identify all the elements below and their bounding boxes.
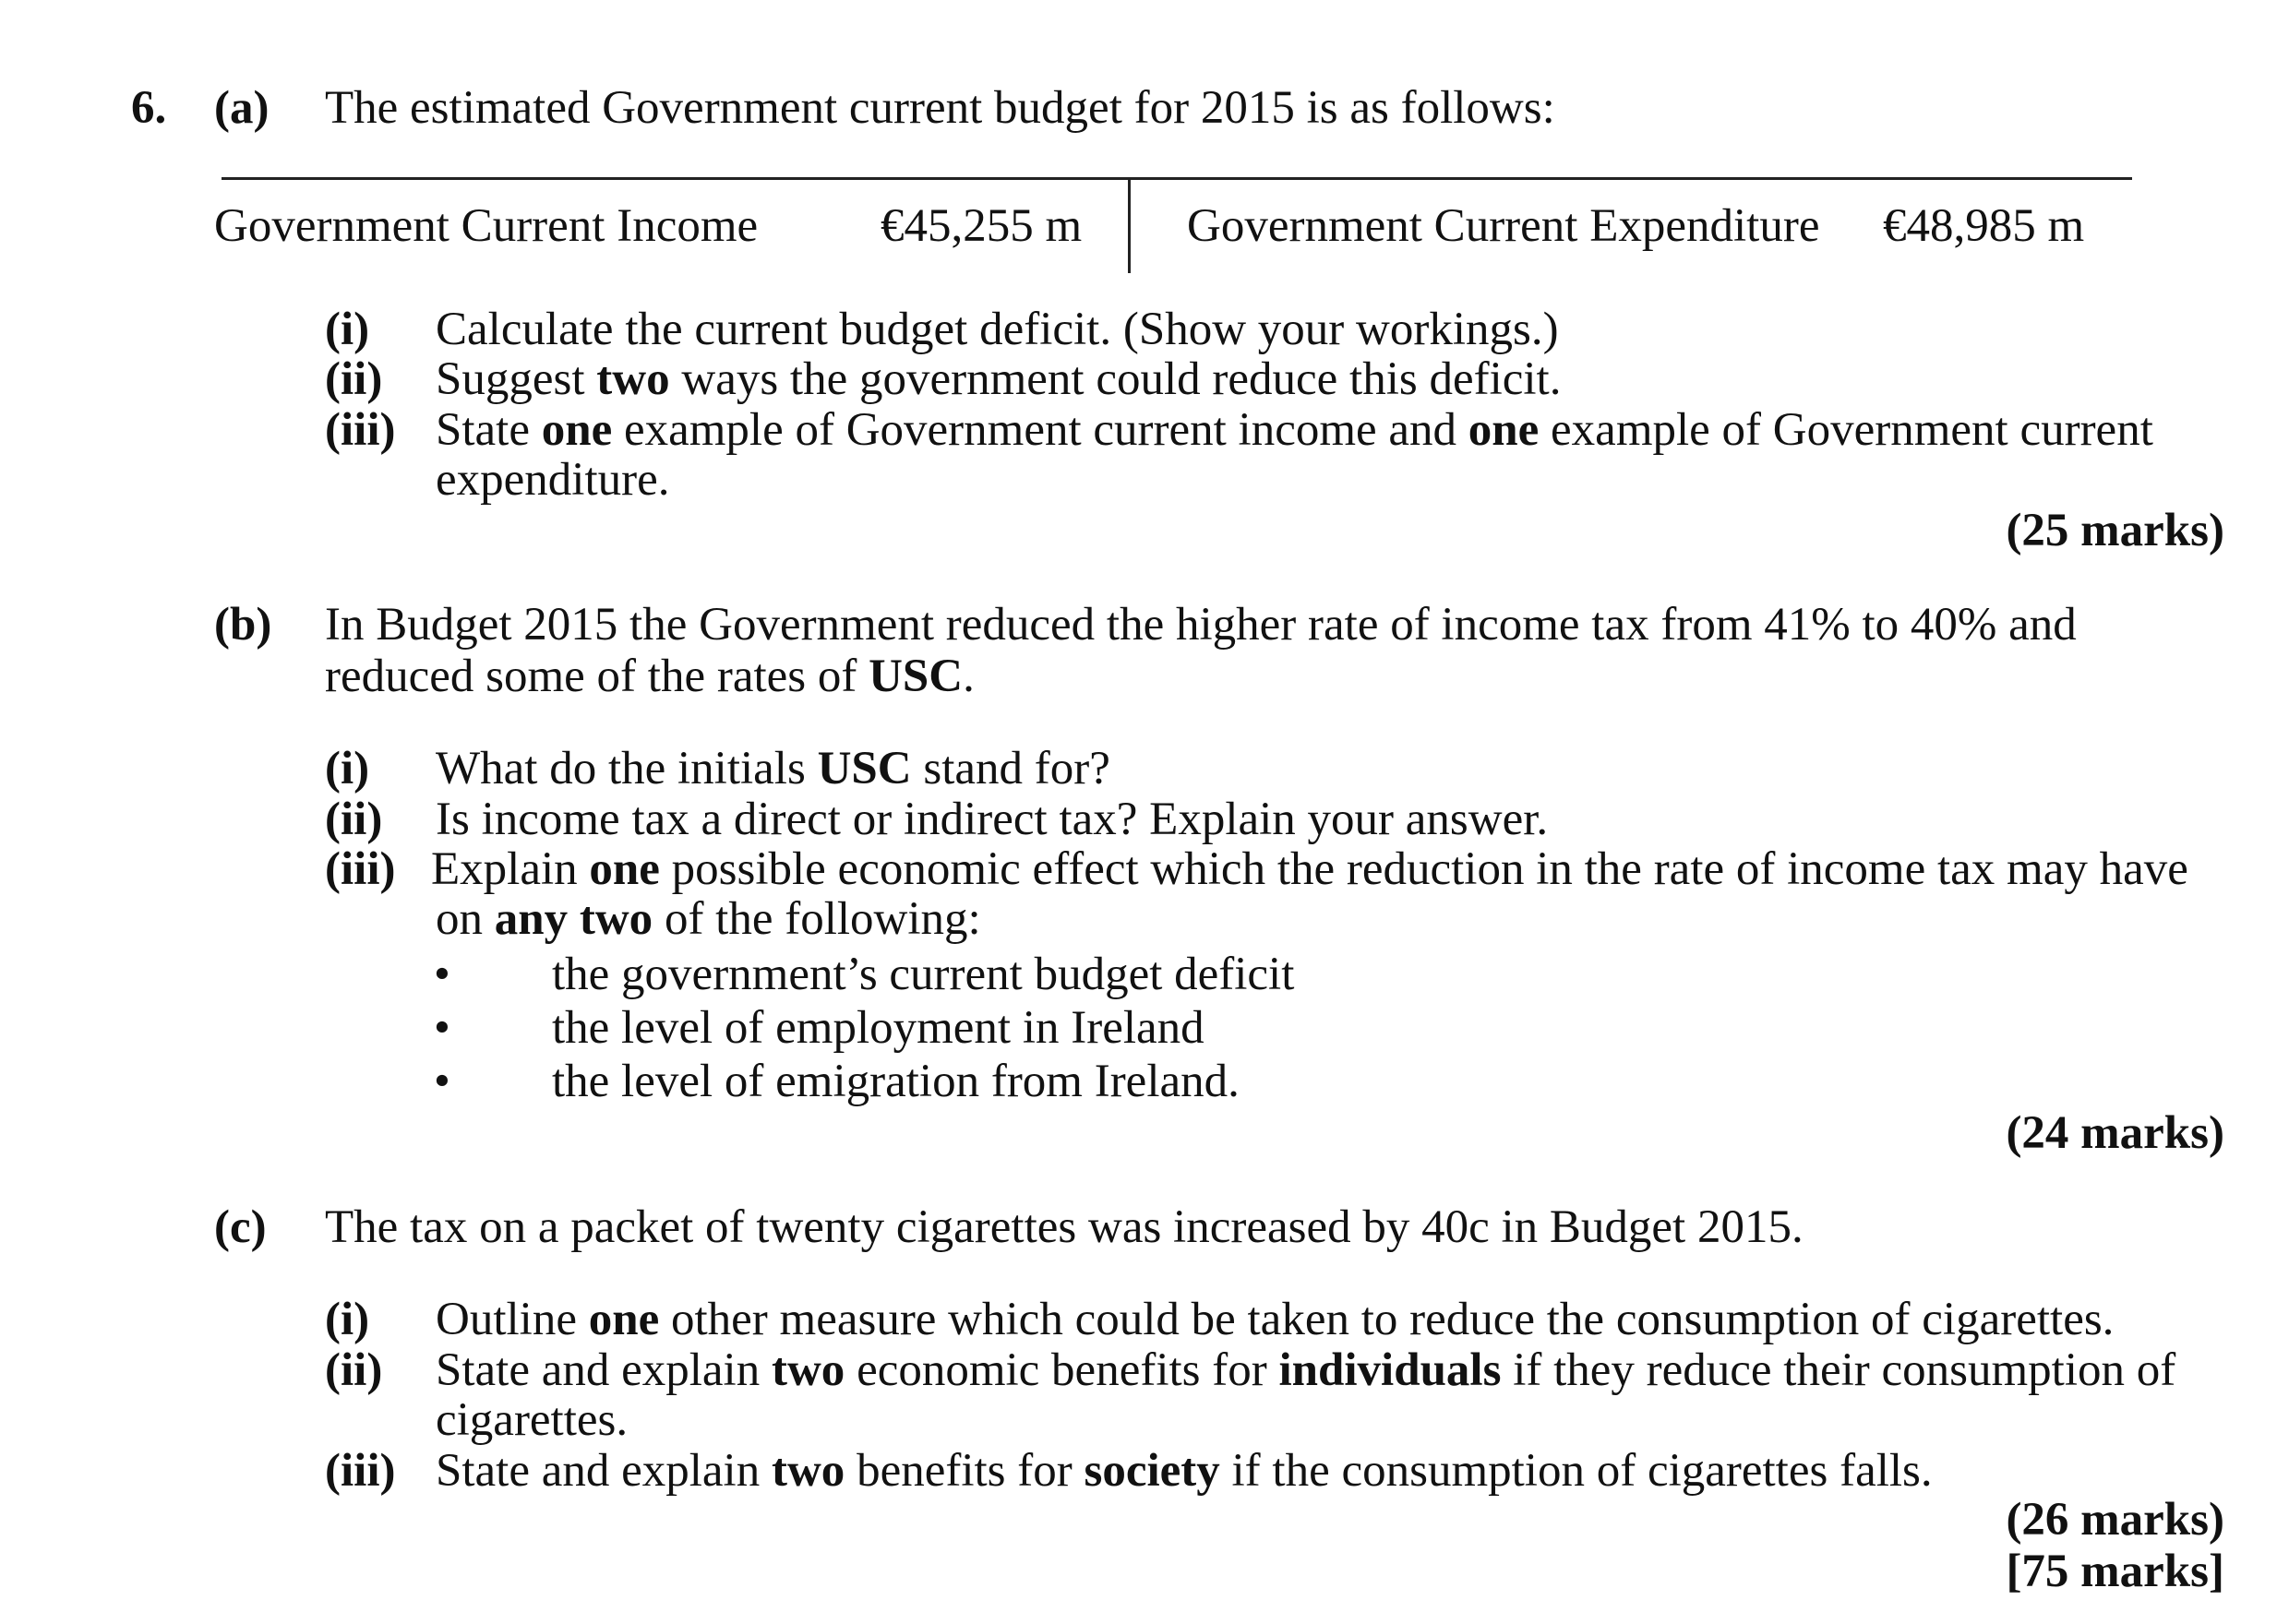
bullet-item: the level of employment in Ireland [552, 1002, 1204, 1054]
bullet-icon: • [434, 1056, 450, 1107]
b-item-label: (i) [325, 743, 370, 794]
part-c-label: (c) [214, 1201, 267, 1253]
part-a-marks: (25 marks) [2006, 505, 2224, 556]
b-item-label: (iii) [325, 843, 396, 895]
c-item-label: (iii) [325, 1445, 396, 1497]
a-item-continuation: expenditure. [436, 454, 670, 506]
expenditure-label: Government Current Expenditure [1187, 200, 1820, 252]
part-c-marks: (26 marks) [2006, 1494, 2224, 1546]
c-item-text: Outline one other measure which could be taken to reduce the consumption of cigarettes. [436, 1294, 2115, 1345]
a-item-text: Calculate the current budget deficit. (Show your workings.) [436, 304, 1559, 355]
c-item-label: (ii) [325, 1344, 383, 1396]
a-item-text: State one example of Government current income and one example of Government current [436, 404, 2153, 456]
b-item-continuation: on any two of the following: [436, 893, 981, 945]
c-item-label: (i) [325, 1294, 370, 1345]
part-b-intro-line1: In Budget 2015 the Government reduced the higher rate of income tax from 41% to 40% and [325, 599, 2077, 651]
b-item-label: (ii) [325, 794, 383, 845]
a-item-label: (iii) [325, 404, 396, 456]
part-b-label: (b) [214, 599, 272, 651]
part-b-intro-line2: reduced some of the rates of USC. [325, 651, 975, 702]
a-item-label: (ii) [325, 353, 383, 405]
part-b-marks: (24 marks) [2006, 1107, 2224, 1159]
income-value: €45,255 m [881, 200, 1083, 252]
bullet-item: the government’s current budget deficit [552, 949, 1295, 1000]
a-item-text: Suggest two ways the government could reduce this deficit. [436, 353, 1562, 405]
b-item-text: Explain one possible economic effect which the reduction in the rate of income tax may have [431, 843, 2188, 895]
question-number: 6. [131, 82, 167, 134]
bullet-icon: • [434, 1002, 450, 1054]
a-item-label: (i) [325, 304, 370, 355]
bullet-item: the level of emigration from Ireland. [552, 1056, 1240, 1107]
c-item-continuation: cigarettes. [436, 1394, 629, 1446]
part-c-intro: The tax on a packet of twenty cigarettes was increased by 40c in Budget 2015. [325, 1201, 1804, 1253]
part-a-intro: The estimated Government current budget for 2015 is as follows: [325, 82, 1555, 134]
b-item-text: Is income tax a direct or indirect tax? Explain your answer. [436, 794, 1549, 845]
bullet-icon: • [434, 949, 450, 1000]
b-item-text: What do the initials USC stand for? [436, 743, 1110, 794]
part-a-label: (a) [214, 82, 270, 134]
table-top-rule [222, 177, 2132, 180]
c-item-text: State and explain two economic benefits for individuals if they reduce their consumption of [436, 1344, 2176, 1396]
expenditure-value: €48,985 m [1883, 200, 2085, 252]
income-label: Government Current Income [214, 200, 759, 252]
total-marks: [75 marks] [2006, 1546, 2224, 1597]
table-divider [1128, 178, 1131, 273]
c-item-text: State and explain two benefits for society if the consumption of cigarettes falls. [436, 1445, 1933, 1497]
